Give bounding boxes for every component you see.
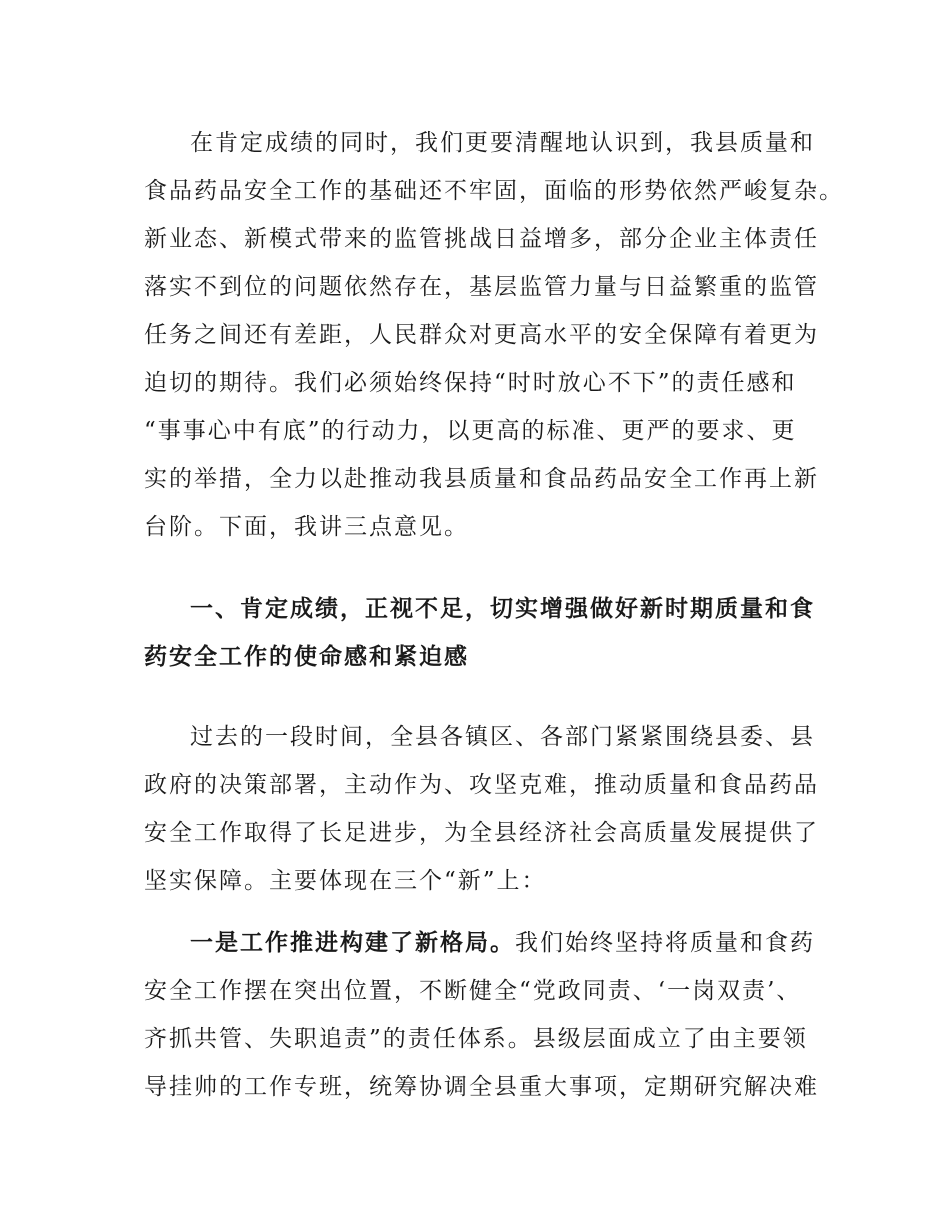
paragraph1-line-7: “事事心中有底”的行动力，以更高的标准、更严的要求、更 bbox=[144, 418, 797, 444]
paragraph3-line-1 bbox=[190, 929, 815, 957]
paragraph2-line-2: 政府的决策部署，主动作为、攻坚克难，推动质量和食品药品 bbox=[144, 772, 819, 798]
paragraph1-line-6: 迫切的期待。我们必须始终保持“时时放心不下”的责任感和 bbox=[144, 370, 797, 396]
paragraph2-line-3: 安全工作取得了长足进步，为全县经济社会高质量发展提供了 bbox=[144, 820, 819, 846]
heading1-line-2: 药安全工作的使命感和紧迫感 bbox=[144, 644, 469, 670]
paragraph1-line-3: 新业态、新模式带来的监管挑战日益增多，部分企业主体责任 bbox=[144, 226, 819, 252]
paragraph2-line-4: 坚实保障。主要体现在三个“新”上： bbox=[144, 868, 547, 894]
paragraph1-line-4: 落实不到位的问题依然存在，基层监管力量与日益繁重的监管 bbox=[144, 274, 819, 300]
paragraph1-line-9: 台阶。下面，我讲三点意见。 bbox=[144, 514, 469, 540]
paragraph3-first-line-rest: 我们始终坚持将质量和食药 bbox=[515, 930, 815, 956]
paragraph1-line-5: 任务之间还有差距，人民群众对更高水平的安全保障有着更为 bbox=[144, 322, 819, 348]
paragraph3-line-2: 安全工作摆在突出位置，不断健全“党政同责、‘一岗双责’、 bbox=[144, 978, 802, 1004]
paragraph3-lead: 一是工作推进构建了新格局。 bbox=[190, 930, 515, 956]
heading1-line-1: 一、肯定成绩，正视不足，切实增强做好新时期质量和食 bbox=[190, 596, 815, 622]
paragraph1-line-2: 食品药品安全工作的基础还不牢固，面临的形势依然严峻复杂。 bbox=[144, 178, 844, 204]
paragraph2-line-1: 过去的一段时间，全县各镇区、各部门紧紧围绕县委、县 bbox=[190, 724, 815, 750]
paragraph3-line-4: 导挂帅的工作专班，统筹协调全县重大事项，定期研究解决难 bbox=[144, 1074, 819, 1100]
paragraph1-line-1: 在肯定成绩的同时，我们更要清醒地认识到，我县质量和 bbox=[190, 130, 815, 156]
paragraph3-line-3: 齐抓共管、失职追责”的责任体系。县级层面成立了由主要领 bbox=[144, 1026, 808, 1052]
paragraph1-line-8: 实的举措，全力以赴推动我县质量和食品药品安全工作再上新 bbox=[144, 466, 819, 492]
